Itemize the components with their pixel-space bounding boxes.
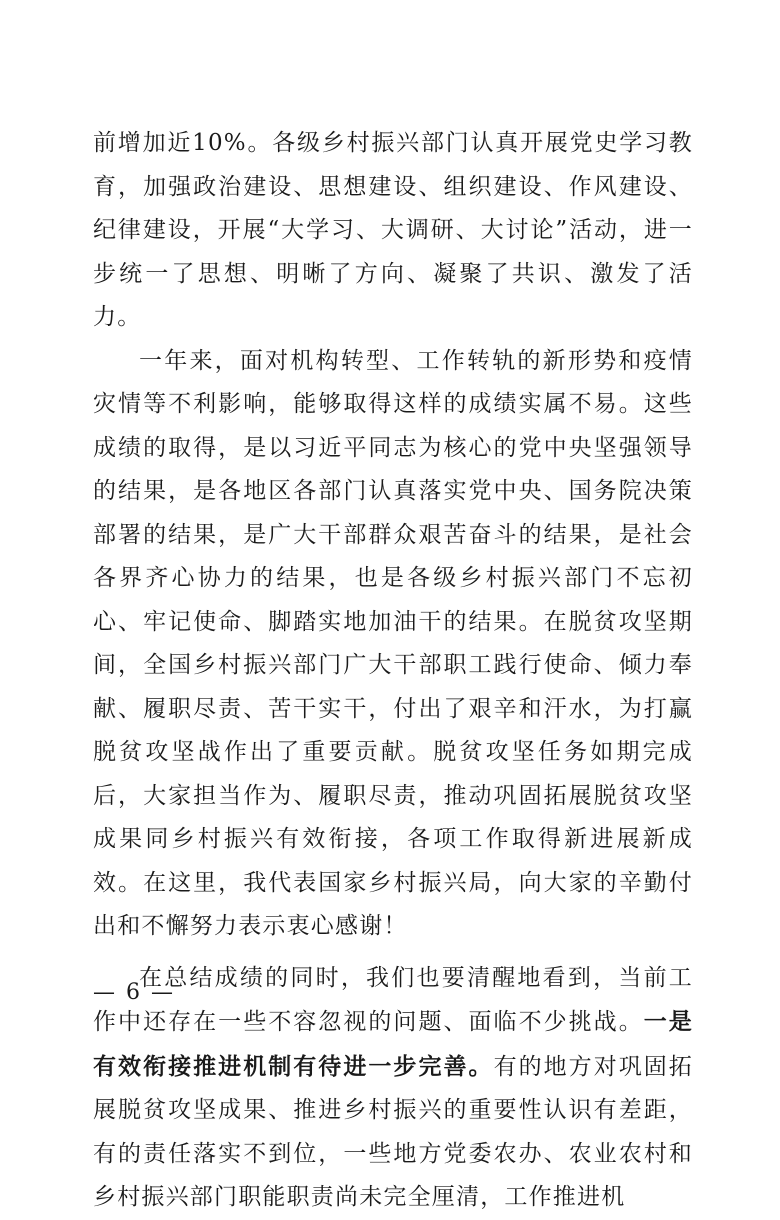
page-number: — 6 — [93, 980, 175, 1005]
paragraph-3-bold-heading: 一是有效衔接推进机制有待进一步完善。 [93, 1008, 694, 1080]
paragraph-1-text: 前增加近10%。各级乡村振兴部门认真开展党史学习教育，加强政治建设、思想建设、组织建设、作风建设、纪律建设，开展“大学习、大调研、大讨论”活动，进一步统一了思想、明晰了方向、凝聚了共识、激发了活力。 [93, 130, 693, 330]
paragraph-1 [93, 122, 693, 340]
paragraph-2-text: 一年来，面对机构转型、工作转轨的新形势和疫情灾情等不利影响，能够取得这样的成绩实属不易。这些成绩的取得，是以习近平同志为核心的党中央坚强领导的结果，是各地区各部门认真落实党中央、国务院决策部署的结果，是广大干部群众艰苦奋斗的结果，是社会各界齐心协力的结果，也是各级乡村振兴部门不忘初心、牢记使命、脚踏实地加油干的结果。在脱贫攻坚期间，全国乡村振兴部门广大干部职工践行使命、倾力奉献、履职尽责、苦干实干，付出了艰辛和汗水，为打赢脱贫攻坚战作出了重要贡献。脱贫攻坚任务如期完成后，大家担当作为、履职尽责，推动巩固拓展脱贫攻坚成果同乡村振兴有效衔接，各项工作取得新进展新成效。在这里，我代表国家乡村振兴局，向大家的辛勤付出和不懈努力表示衷心感谢！ [93, 347, 693, 939]
body-text [93, 122, 693, 1220]
paragraph-3-text-b: 有的地方对巩固拓展脱贫攻坚成果、推进乡村振兴的重要性认识有差距，有的责任落实不到位，一些地方党委农办、农业农村和乡村振兴部门职能职责尚未完全厘清，工作推进机 [93, 1053, 694, 1210]
paragraph-2 [93, 340, 693, 949]
paragraph-3 [93, 957, 693, 1220]
paragraph-3-text-a: 在总结成绩的同时，我们也要清醒地看到，当前工作中还存在一些不容忽视的问题、面临不少挑战。 [93, 964, 693, 1035]
